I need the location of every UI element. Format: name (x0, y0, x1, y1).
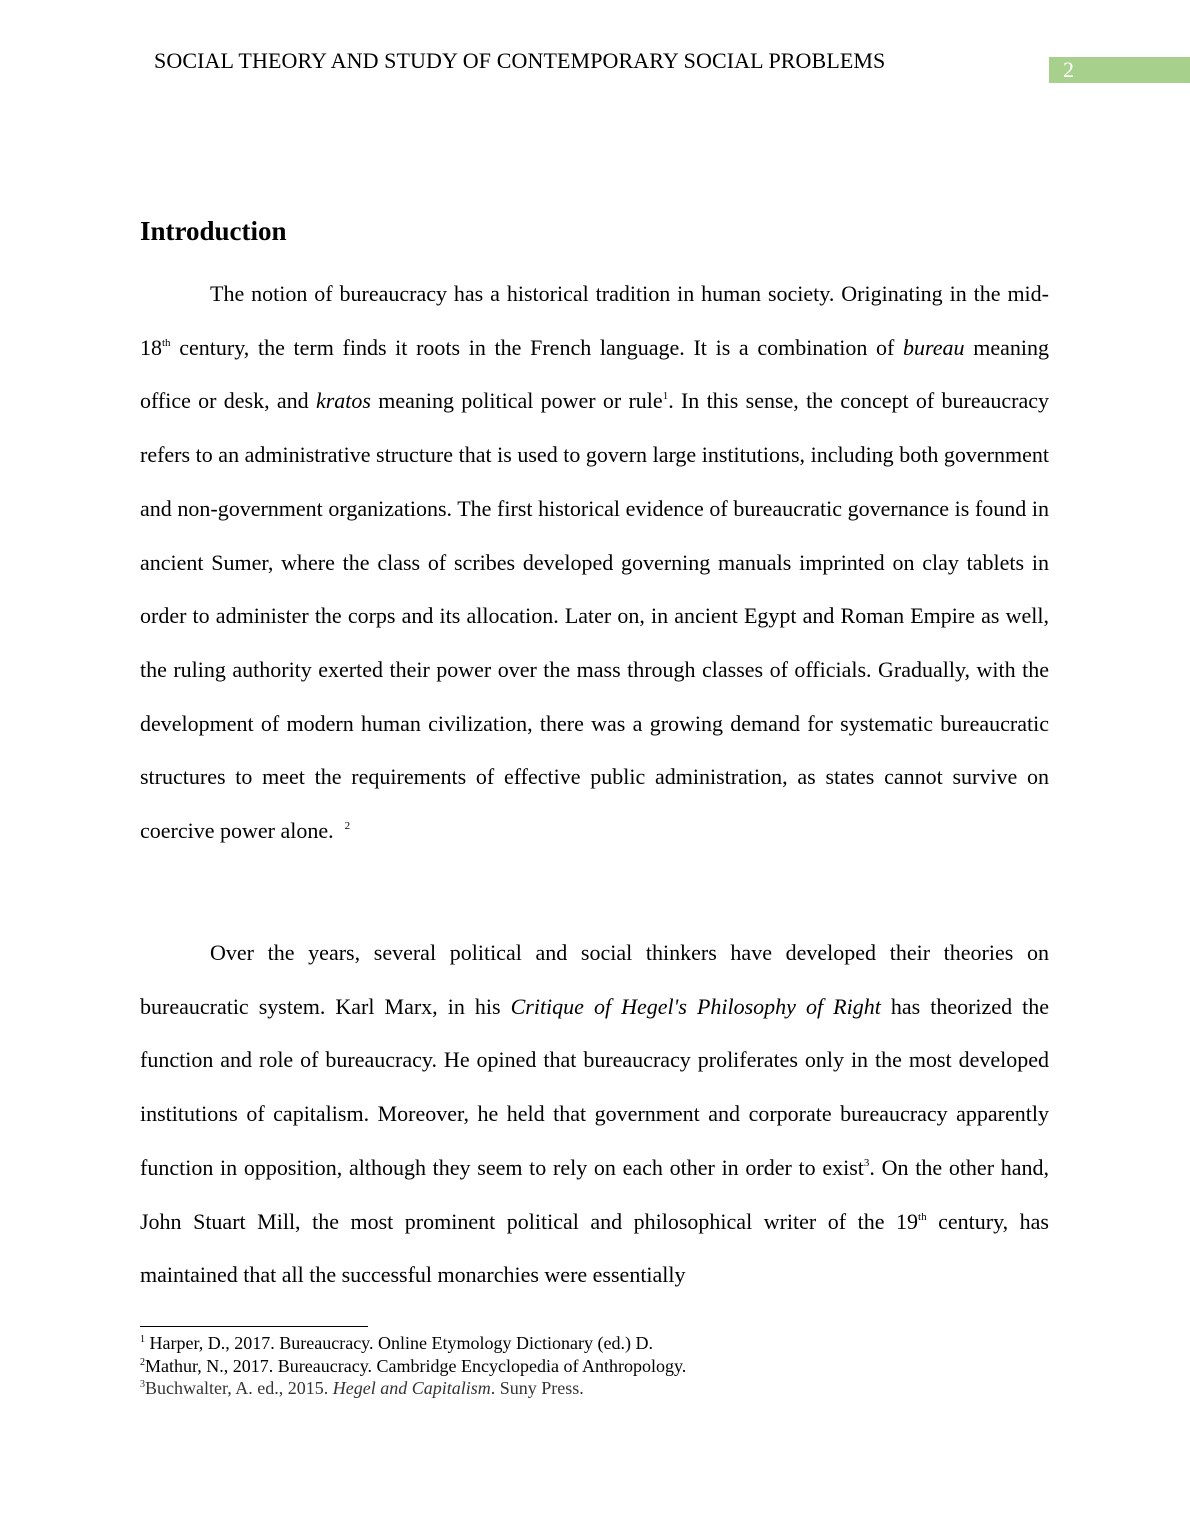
footnote-2-text: Mathur, N., 2017. Bureaucracy. Cambridge Encyclopedia of Anthropology. (145, 1355, 687, 1376)
footnotes (140, 1332, 686, 1400)
running-header-title: SOCIAL THEORY AND STUDY OF CONTEMPORARY SOCIAL PROBLEMS (154, 48, 886, 73)
footnote-3-text-a: Buchwalter, A. ed., 2015. (145, 1378, 333, 1398)
footnote-3-text-b: . Suny Press. (490, 1378, 584, 1398)
footnote-2-number: 2 (140, 1356, 145, 1368)
p1-text-2: century, the term finds it roots in the French language. It is a combination of (170, 334, 904, 360)
p1-text-5: . In this sense, the concept of bureaucracy refers to an administrative structure that is used to govern large institutions, including both government and non-government organizations. The first historical evidence of bureaucratic governance is found in ancient Sumer, where the class of scribes developed governing manuals imprinted on clay tablets in order to administer the corps and its allocation. Later on, in ancient Egypt and Roman Empire as well, the ruling authority exerted their power over the mass through classes of officials. Gradually, with the development of modern human civilization, there was a growing demand for systematic bureaucratic structures to meet the requirements of effective public administration, as states cannot survive on coercive power alone. (140, 388, 1049, 844)
footnote-3 (140, 1377, 686, 1400)
footnote-3-number: 3 (140, 1379, 145, 1390)
page-number-badge: 2 (1049, 57, 1190, 83)
footnote-ref-2[interactable]: 2 (344, 820, 351, 833)
paragraph-2 (140, 926, 1049, 1302)
footnote-separator (140, 1326, 368, 1327)
p1-term-bureau: bureau (903, 334, 965, 360)
section-heading: Introduction (140, 216, 287, 246)
footnote-2 (140, 1355, 686, 1378)
footnote-ref-3[interactable]: 3 (863, 1156, 870, 1169)
p2-text-4: century, has maintained that all the successful monarchies were essentially (140, 1208, 1049, 1288)
p1-superscript-th: th (162, 336, 171, 349)
p2-superscript-th: th (918, 1210, 927, 1223)
paragraph-1 (140, 267, 1049, 858)
p1-text-3: meaning office or desk, and (140, 334, 1049, 414)
p2-text-1: Over the years, several political and social thinkers have developed their theories on bureaucratic system. Karl Marx, in his (140, 940, 1049, 1019)
footnote-3-book-title: Hegel and Capitalism (332, 1378, 491, 1398)
p1-text-1: The notion of bureaucracy has a historical tradition in human society. Originating in the mid-18 (140, 281, 1049, 360)
footnote-1-text: Harper, D., 2017. Bureaucracy. Online Etymology Dictionary (ed.) D. (145, 1333, 653, 1353)
footnote-1-number: 1 (140, 1334, 145, 1345)
footnote-1 (140, 1332, 686, 1355)
footnote-ref-1[interactable]: 1 (662, 390, 669, 403)
p2-text-2: has theorized the function and role of bureaucracy. He opined that bureaucracy proliferates only in the most developed institutions of capitalism. Moreover, he held that government and corporate bureaucracy apparently function in opposition, although they seem to rely on each other in order to exist (140, 993, 1049, 1180)
p1-text-4: meaning political power or rule (370, 388, 663, 414)
p2-book-title: Critique of Hegel's Philosophy of Right (510, 993, 881, 1019)
p2-text-3: . On the other hand, John Stuart Mill, the most prominent political and philosophical writer of the 19 (140, 1154, 1049, 1234)
p1-term-kratos: kratos (315, 388, 371, 414)
